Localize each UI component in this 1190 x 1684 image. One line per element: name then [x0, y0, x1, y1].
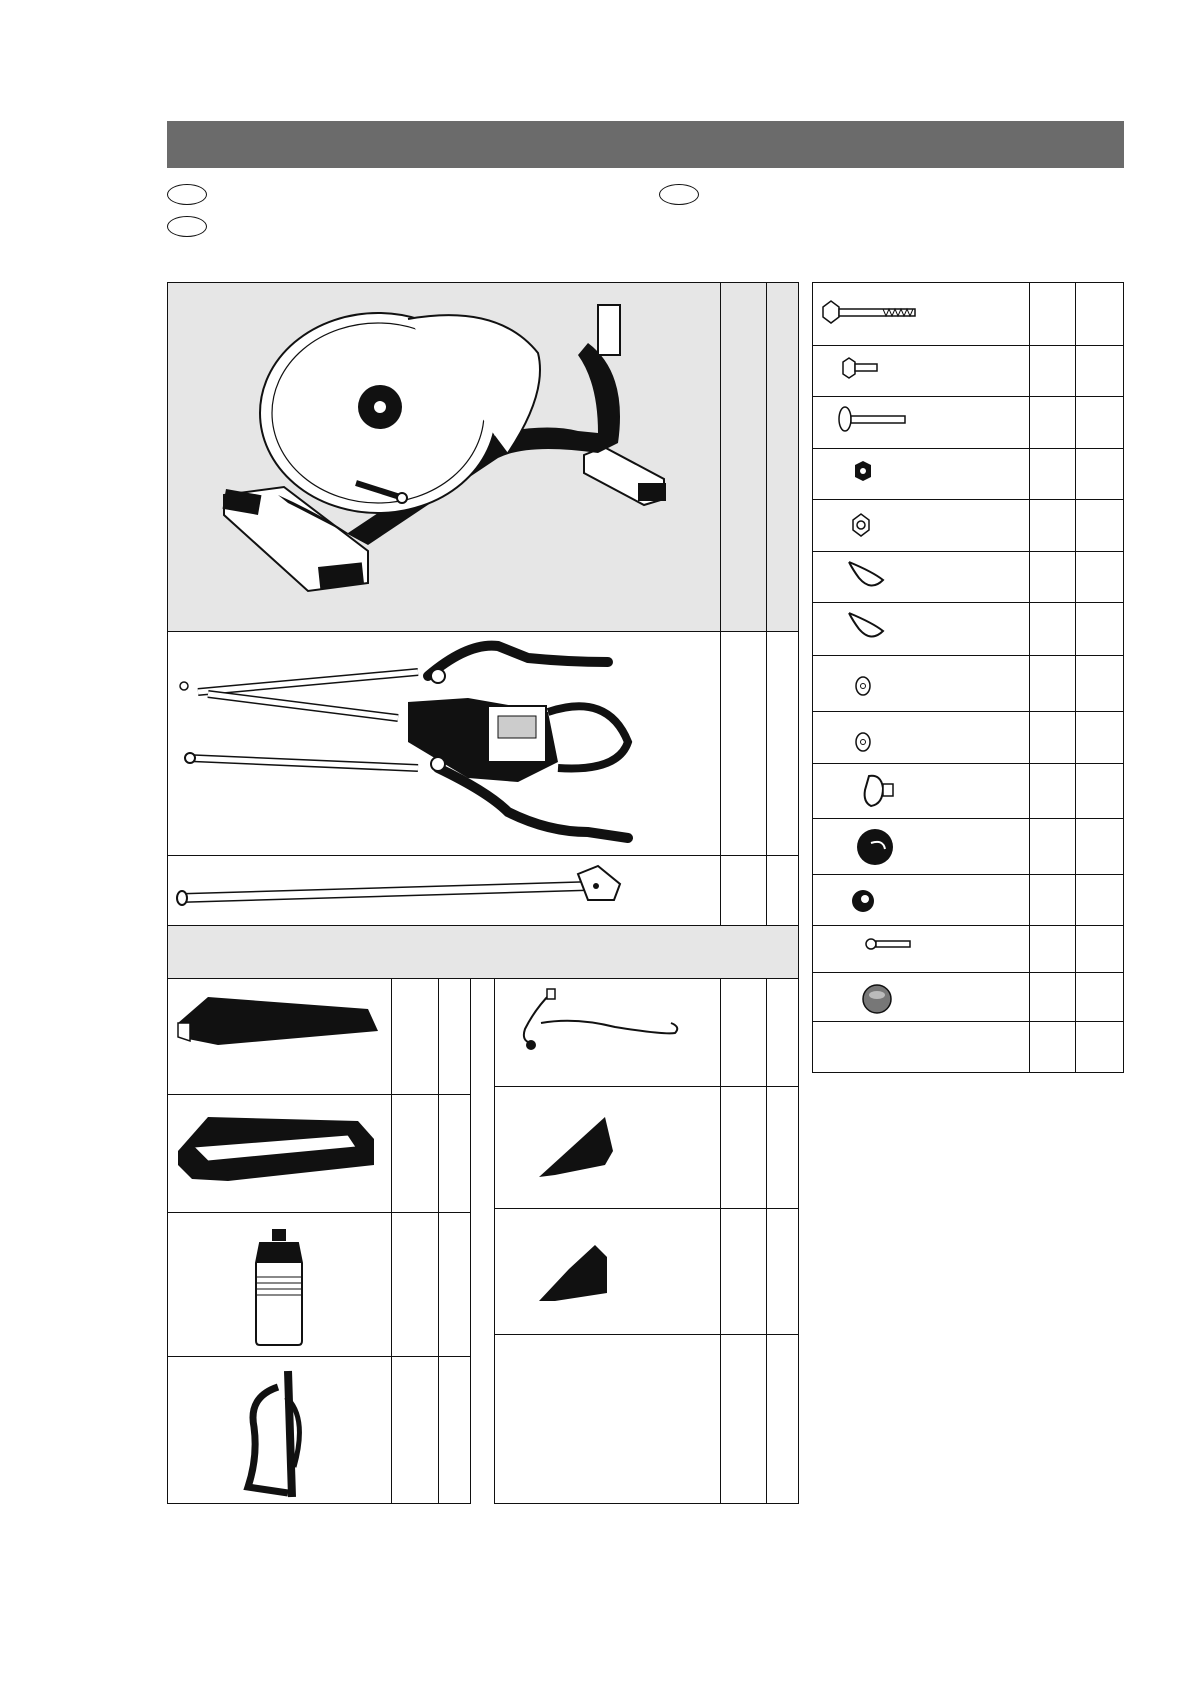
plastic-anchor-cell	[812, 763, 1030, 819]
hw-qty-a-7	[1029, 602, 1076, 656]
header-bar	[167, 121, 1124, 168]
hw-qty-b-12	[1075, 874, 1124, 926]
qty-cell-c3	[391, 1212, 439, 1357]
cap-nut-icon	[813, 449, 1031, 501]
qty-cell-d3	[438, 1212, 471, 1357]
small-clip-cell	[812, 602, 1030, 656]
washer-1-cell	[812, 655, 1030, 712]
screw-cell	[812, 925, 1030, 973]
long-tube-cell	[167, 855, 721, 926]
hw-qty-a-10	[1029, 763, 1076, 819]
section-band	[167, 925, 799, 979]
hw-qty-a-12	[1029, 874, 1076, 926]
large-clip-cell	[812, 551, 1030, 603]
hw-qty-b-3	[1075, 396, 1124, 449]
hw-qty-a-11	[1029, 818, 1076, 875]
water-bottle-cell	[167, 1212, 392, 1357]
qty-cell-d2	[438, 1094, 471, 1213]
lang-marker-1	[167, 184, 207, 205]
hw-qty-a-2	[1029, 345, 1076, 397]
knob-cap-cell	[812, 874, 1030, 926]
hw-qty-a-9	[1029, 711, 1076, 764]
washer-2-cell	[812, 711, 1030, 764]
hw-qty-b-5	[1075, 499, 1124, 552]
clip-icon	[813, 603, 1031, 657]
elliptical-frame-drawing	[168, 283, 722, 633]
pedal-right-cell	[167, 1094, 392, 1213]
qty-cell-e1	[720, 978, 767, 1087]
screw-icon	[813, 926, 1031, 974]
qty-cell-e2	[720, 1086, 767, 1209]
hw-qty-a-8	[1029, 655, 1076, 712]
hw-qty-a-1	[1029, 282, 1076, 346]
bottle-drawing	[168, 1213, 393, 1358]
hw-qty-b-2	[1075, 345, 1124, 397]
washer-icon	[813, 656, 1031, 713]
hex-nut-icon	[813, 500, 1031, 553]
hw-qty-a-15	[1029, 1021, 1076, 1073]
hw-qty-a-13	[1029, 925, 1076, 973]
handlebar-arms-drawing	[168, 632, 722, 857]
hw-qty-b-8	[1075, 655, 1124, 712]
hw-qty-b-10	[1075, 763, 1124, 819]
empty-row-cell	[812, 1021, 1030, 1073]
hw-qty-a-6	[1029, 551, 1076, 603]
qty-cell-b1	[766, 282, 799, 632]
cable-drawing	[495, 979, 722, 1088]
hw-qty-b-11	[1075, 818, 1124, 875]
cover-left-cell	[494, 1086, 721, 1209]
main-frame-cell	[167, 282, 721, 632]
hex-bolt-icon	[813, 283, 1031, 347]
disc-icon	[813, 973, 1031, 1023]
qty-cell-a3	[720, 855, 767, 926]
hw-qty-b-7	[1075, 602, 1124, 656]
cover-right-cell	[494, 1208, 721, 1335]
hw-qty-b-9	[1075, 711, 1124, 764]
end-cap-cell	[812, 818, 1030, 875]
hex-nut-cell	[812, 499, 1030, 552]
pedal-drawing	[168, 1095, 393, 1214]
empty-part-cell	[494, 1334, 721, 1504]
hw-qty-a-14	[1029, 972, 1076, 1022]
qty-cell-b3	[766, 855, 799, 926]
sensor-cable-cell	[494, 978, 721, 1087]
bottle-cage-drawing	[168, 1357, 393, 1505]
pedal-drawing	[168, 979, 393, 1096]
hw-qty-b-14	[1075, 972, 1124, 1022]
short-bolt-icon	[813, 346, 1031, 398]
clip-icon	[813, 552, 1031, 604]
end-cap-icon	[813, 819, 1031, 876]
hw-qty-b-13	[1075, 925, 1124, 973]
carriage-bolt-cell	[812, 396, 1030, 449]
qty-cell-b2	[766, 631, 799, 856]
hw-qty-b-1	[1075, 282, 1124, 346]
qty-cell-c1	[391, 978, 439, 1095]
qty-cell-f3	[766, 1208, 799, 1335]
lang-marker-3	[167, 216, 207, 237]
qty-cell-f4	[766, 1334, 799, 1504]
short-bolt-cell	[812, 345, 1030, 397]
knob-icon	[813, 875, 1031, 927]
qty-cell-c2	[391, 1094, 439, 1213]
hw-qty-b-4	[1075, 448, 1124, 500]
qty-cell-f1	[766, 978, 799, 1087]
washer-icon	[813, 712, 1031, 765]
lang-marker-2	[659, 184, 699, 205]
bottle-holder-cell	[167, 1356, 392, 1504]
hw-qty-a-5	[1029, 499, 1076, 552]
pedal-left-cell	[167, 978, 392, 1095]
hw-qty-b-6	[1075, 551, 1124, 603]
cover-drawing	[495, 1209, 722, 1336]
hw-qty-b-15	[1075, 1021, 1124, 1073]
qty-cell-d1	[438, 978, 471, 1095]
anchor-icon	[813, 764, 1031, 820]
cap-nut-cell	[812, 448, 1030, 500]
qty-cell-d4	[438, 1356, 471, 1504]
rubber-disc-cell	[812, 972, 1030, 1022]
carriage-bolt-icon	[813, 397, 1031, 450]
cover-drawing	[495, 1087, 722, 1210]
qty-cell-a2	[720, 631, 767, 856]
long-bolt-cell	[812, 282, 1030, 346]
handlebar-arms-cell	[167, 631, 721, 856]
qty-cell-c4	[391, 1356, 439, 1504]
tube-drawing	[168, 856, 722, 927]
qty-cell-e3	[720, 1208, 767, 1335]
hw-qty-a-4	[1029, 448, 1076, 500]
qty-cell-f2	[766, 1086, 799, 1209]
qty-cell-e4	[720, 1334, 767, 1504]
hw-qty-a-3	[1029, 396, 1076, 449]
qty-cell-a1	[720, 282, 767, 632]
